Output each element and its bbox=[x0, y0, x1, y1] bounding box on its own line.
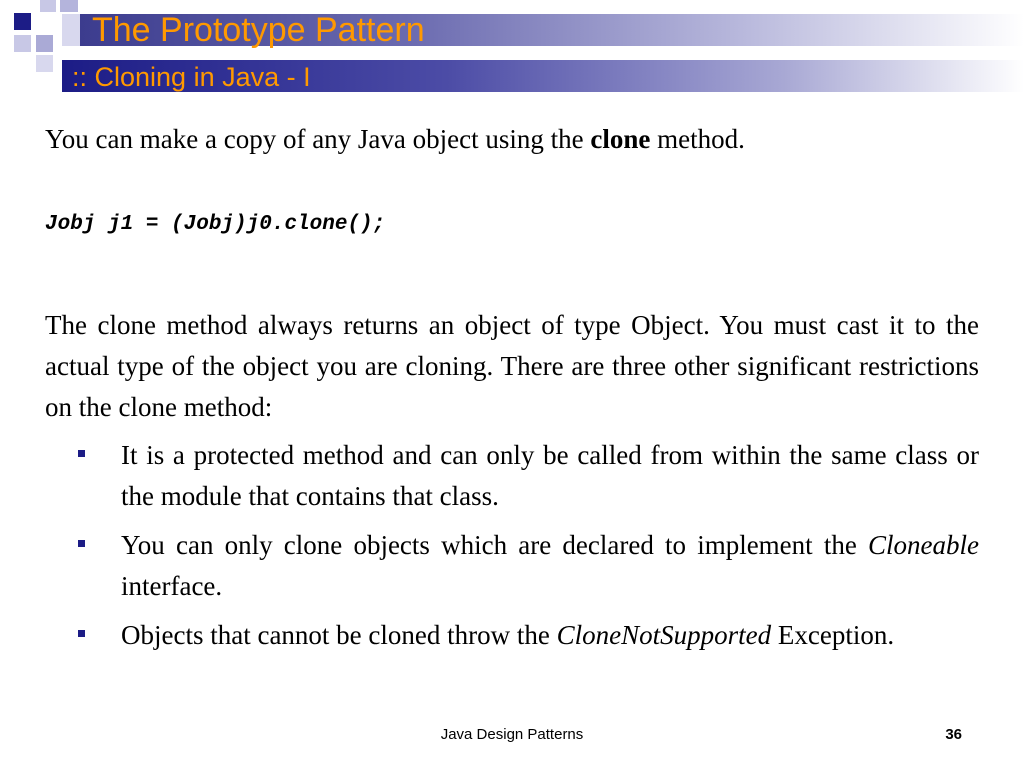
list-item-text-before: You can only clone objects which are declared to implement the bbox=[121, 530, 869, 560]
corner-square-decoration bbox=[60, 0, 78, 12]
slide-title: The Prototype Pattern bbox=[92, 11, 425, 49]
body-paragraph: The clone method always returns an object of type Object. You must cast it to the actual type of the object you are cloning. There are three other significant restrictions on the clone method: bbox=[45, 310, 979, 422]
corner-square-decoration bbox=[14, 13, 31, 30]
square-bullet-icon bbox=[78, 630, 85, 637]
list-item-italic: CloneNotSupported bbox=[556, 620, 772, 650]
list-item-text-before: Objects that cannot be cloned throw the bbox=[121, 620, 557, 650]
list-item-italic: Cloneable bbox=[868, 530, 979, 560]
square-bullet-icon bbox=[78, 450, 85, 457]
list-item bbox=[0, 435, 1024, 517]
corner-square-decoration bbox=[14, 35, 31, 52]
corner-square-decoration bbox=[36, 35, 53, 52]
corner-square-decoration bbox=[40, 0, 56, 12]
intro-text-before: You can make a copy of any Java object using the bbox=[45, 124, 591, 154]
list-item-text: It is a protected method and can only be called from within the same class or the module that contains that class. bbox=[121, 440, 979, 511]
list-item bbox=[0, 615, 1024, 656]
square-bullet-icon bbox=[78, 540, 85, 547]
restriction-list bbox=[0, 435, 1024, 664]
slide-subtitle: :: Cloning in Java - I bbox=[72, 62, 311, 92]
page-number: 36 bbox=[945, 726, 962, 743]
code-sample: Jobj j1 = (Jobj)j0.clone(); bbox=[45, 213, 386, 236]
intro-text-after: method. bbox=[650, 124, 745, 154]
list-item-text-after: interface. bbox=[121, 571, 223, 601]
corner-square-decoration bbox=[62, 14, 80, 46]
intro-paragraph bbox=[45, 120, 985, 158]
intro-keyword: clone bbox=[590, 124, 651, 154]
list-item bbox=[0, 525, 1024, 607]
list-item-text bbox=[121, 615, 979, 656]
slide-footer bbox=[0, 726, 1024, 748]
list-item-text-after: Exception. bbox=[771, 620, 895, 650]
footer-title: Java Design Patterns bbox=[440, 726, 584, 743]
list-item-text bbox=[121, 525, 979, 607]
corner-square-decoration bbox=[36, 55, 53, 72]
